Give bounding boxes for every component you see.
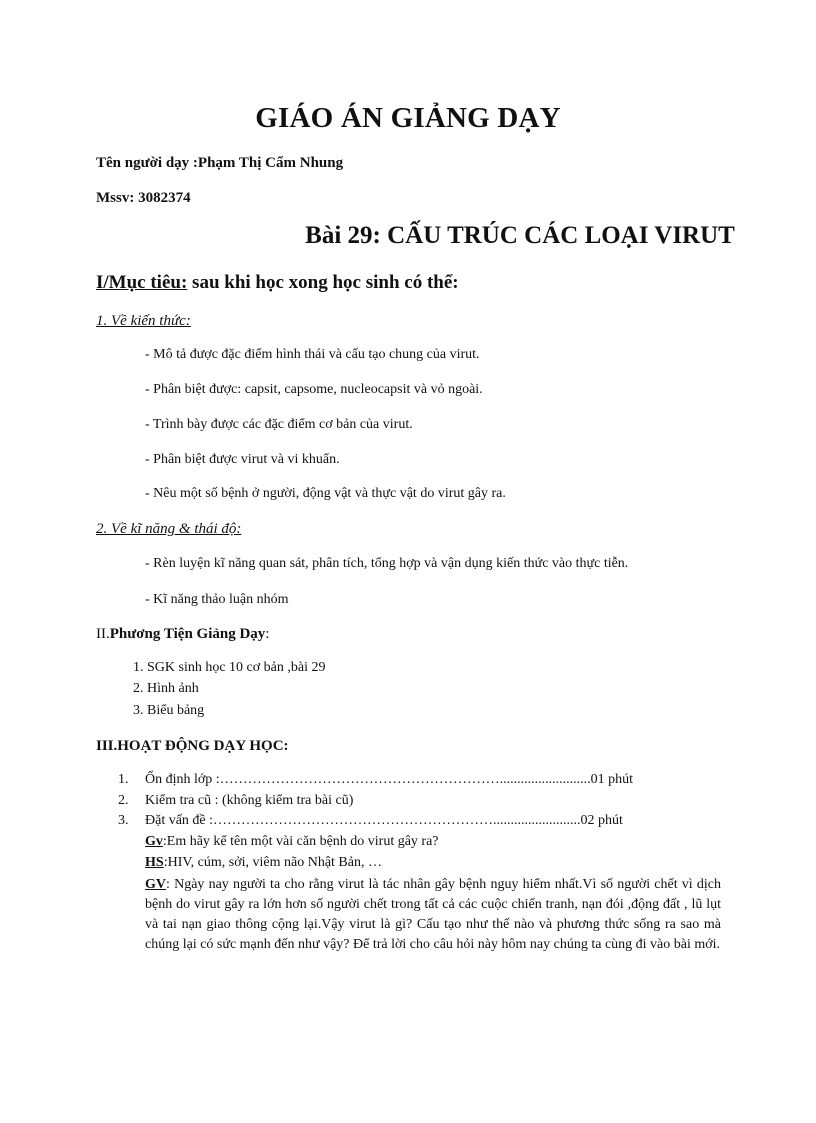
materials-heading-prefix: II.	[96, 626, 110, 642]
objectives-heading-label: I/Mục tiêu:	[96, 272, 188, 293]
activity-text: Đặt vấn đề :…………………………………………………….........................02 phút	[145, 813, 623, 828]
activities-heading: III.HOẠT ĐỘNG DẠY HỌC:	[96, 738, 289, 754]
hs-answer-text: :HIV, cúm, sởi, viêm não Nhật Bản, …	[163, 855, 382, 870]
materials-item: 3. Biểu bảng	[133, 703, 205, 718]
gv-label: Gv	[145, 834, 163, 849]
materials-item: 1. SGK sinh học 10 cơ bản ,bài 29	[133, 660, 326, 675]
hs-label: HS	[145, 855, 164, 870]
document-title: GIÁO ÁN GIẢNG DẠY	[255, 102, 561, 134]
student-id: Mssv: 3082374	[96, 190, 191, 206]
skills-item: - Rèn luyện kĩ năng quan sát, phân tích, tổng hợp và vận dụng kiến thức vào thực tiễn.	[145, 556, 629, 571]
skills-item: - Kĩ năng thảo luận nhóm	[145, 592, 289, 607]
student-answer	[145, 855, 382, 871]
materials-heading	[96, 626, 269, 643]
gv2-label: GV	[145, 877, 166, 892]
knowledge-heading: 1. Về kiến thức:	[96, 313, 191, 329]
materials-item: 2. Hình ảnh	[133, 681, 199, 696]
materials-heading-suffix: :	[265, 626, 270, 642]
knowledge-item: - Trình bày được các đặc điểm cơ bản của virut.	[145, 417, 413, 432]
activity-number: 3.	[118, 813, 129, 828]
materials-heading-bold: Phương Tiện Giảng Dạy	[109, 626, 266, 642]
knowledge-item: - Nêu một số bệnh ở người, động vật và thực vật do virut gây ra.	[145, 486, 506, 501]
objectives-heading	[96, 272, 459, 294]
lesson-title: Bài 29: CẤU TRÚC CÁC LOẠI VIRUT	[305, 222, 735, 249]
knowledge-item: - Phân biệt được: capsit, capsome, nucleocapsit và vỏ ngoài.	[145, 382, 483, 397]
activity-text: Kiểm tra cũ : (không kiểm tra bài cũ)	[145, 793, 354, 808]
activity-number: 2.	[118, 793, 129, 808]
teacher-question	[145, 834, 439, 850]
skills-heading: 2. Về kĩ năng & thái độ:	[96, 521, 242, 537]
teacher-intro-paragraph	[145, 875, 721, 955]
knowledge-item: - Phân biệt được virut và vi khuẩn.	[145, 452, 340, 467]
teacher-name: Tên người dạy :Phạm Thị Cẩm Nhung	[96, 155, 344, 171]
knowledge-item: - Mô tả được đặc điểm hình thái và cấu tạo chung của virut.	[145, 347, 480, 362]
objectives-heading-text: sau khi học xong học sinh có thể:	[187, 272, 459, 293]
gv2-text: : Ngày nay người ta cho rằng virut là tác nhân gây bệnh nguy hiểm nhất.Vì số người chết vì dịch bệnh do virut gây ra lớn hơn số người chết trong tất cả các cuộc chiến tranh, nạn đói ,động đất , lũ lụt và tai nạn giao thông cộng lại.Vậy virut là gì? Cấu tạo như thế nào và phương thức sống ra sao mà chúng lại có sức mạnh đến như vậy? Để trả lời cho câu hỏi này hôm nay chúng ta cùng đi vào bài mới.	[145, 877, 721, 952]
activity-number: 1.	[118, 772, 129, 787]
activity-text: Ổn định lớp :……………………………………………………..........................01 phút	[145, 772, 634, 787]
gv-question-text: :Em hãy kể tên một vài căn bệnh do virut gây ra?	[162, 834, 439, 849]
